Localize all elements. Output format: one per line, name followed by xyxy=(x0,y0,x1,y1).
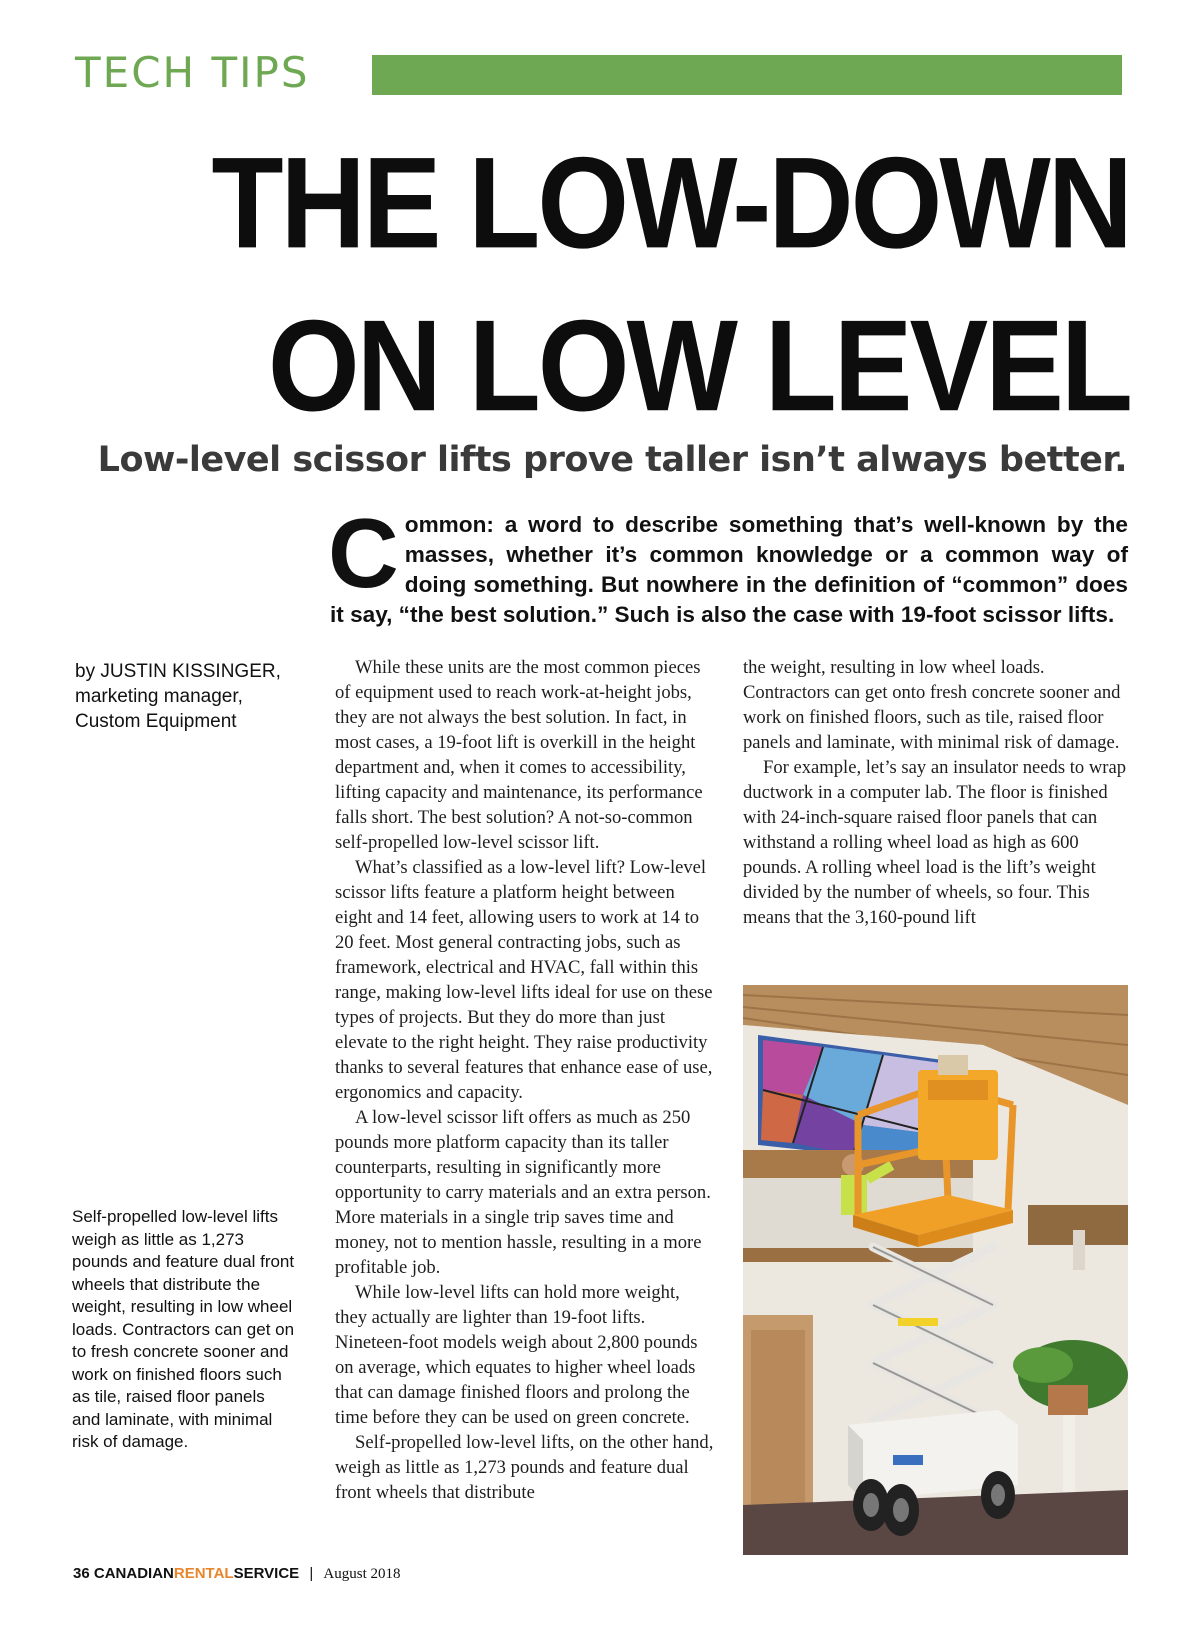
body-paragraph: While these units are the most common pieces of equipment used to reach work-at-height jobs, they are not always the best solution. In fact, in most cases, a 19-foot lift is overkill in the height department and, when it comes to accessibility, lifting capacity and maintenance, its performance falls short. The best solution? A not-so-common self-propelled low-level scissor lift. xyxy=(335,657,703,853)
brand-canadian: CANADIAN xyxy=(93,1565,174,1582)
drop-cap: C xyxy=(328,498,399,608)
section-bar xyxy=(372,55,1122,95)
page-footer xyxy=(73,1565,401,1583)
body-column-2 xyxy=(743,655,1128,930)
headline-line-1: THE LOW-DOWN xyxy=(211,130,1130,276)
photo-caption: Self-propelled low-level lifts weigh as little as 1,273 pounds and feature dual front wheels that distribute the weight, resulting in low wheel loads. Contractors can get on to fresh concrete sooner and work on finished floors such as tile, raised floor panels and laminate, with minimal risk of damage. xyxy=(72,1207,295,1451)
brand-rental: RENTAL xyxy=(173,1565,234,1582)
byline-title: marketing manager, xyxy=(75,686,243,707)
brand-service: SERVICE xyxy=(233,1565,300,1582)
headline-line-2: ON LOW LEVEL xyxy=(267,293,1130,439)
subhead: Low-level scissor lifts prove taller isn’t always better. xyxy=(97,440,1127,480)
byline xyxy=(75,659,315,734)
lede-text: ommon: a word to describe something that’s well-known by the masses, whether it’s common knowledge or a common way of doing something. But nowhere in the definition of “common” does it say, “the best solution.” Such is also the case with 19-foot scissor lifts. xyxy=(330,512,1128,627)
body-paragraph: While low-level lifts can hold more weight, they actually are lighter than 19-foot lifts. Nineteen-foot models weigh about 2,800 pounds on average, which equates to higher wheel loads that can damage finished floors and prolong the time before they can be used on green concrete. xyxy=(335,1282,698,1428)
byline-author: by JUSTIN KISSINGER, xyxy=(75,661,281,682)
lede-paragraph xyxy=(328,498,1128,630)
issue-date: August 2018 xyxy=(323,1566,401,1582)
body-paragraph: For example, let’s say an insulator needs to wrap ductwork in a computer lab. The floor is finished with 24-inch-square raised floor panels that can withstand a rolling wheel load as high as 600 pounds. A rolling wheel load is the lift’s weight divided by the number of wheels, so four. This means that the 3,160-pound lift xyxy=(743,757,1127,928)
body-paragraph: A low-level scissor lift offers as much as 250 pounds more platform capacity than its taller counterparts, resulting in significantly more opportunity to carry materials and an extra person. More materials in a single trip saves time and money, not to mention hassle, resulting in a more profitable job. xyxy=(335,1107,711,1278)
body-paragraph: the weight, resulting in low wheel loads. Contractors can get onto fresh concrete sooner and work on finished floors, such as tile, raised floor panels and laminate, with minimal risk of damage. xyxy=(743,657,1121,753)
byline-company: Custom Equipment xyxy=(75,711,237,732)
scissor-lift-photo xyxy=(743,985,1128,1555)
section-label: TECH TIPS xyxy=(75,48,310,97)
body-paragraph: Self-propelled low-level lifts, on the other hand, weigh as little as 1,273 pounds and feature dual front wheels that distribute xyxy=(335,1432,714,1503)
body-column-1 xyxy=(335,655,715,1505)
page-number: 36 xyxy=(73,1565,90,1582)
body-paragraph: What’s classified as a low-level lift? Low-level scissor lifts feature a platform height between eight and 14 feet, allowing users to work at 14 to 20 feet. Most general contracting jobs, such as framework, electrical and HVAC, fall within this range, making low-level lifts ideal for use on these types of projects. But they do more than just elevate to the right height. They raise productivity thanks to several features that enhance ease of use, ergonomics and capacity. xyxy=(335,857,713,1103)
headline xyxy=(60,122,1130,448)
footer-separator: | xyxy=(309,1565,314,1582)
